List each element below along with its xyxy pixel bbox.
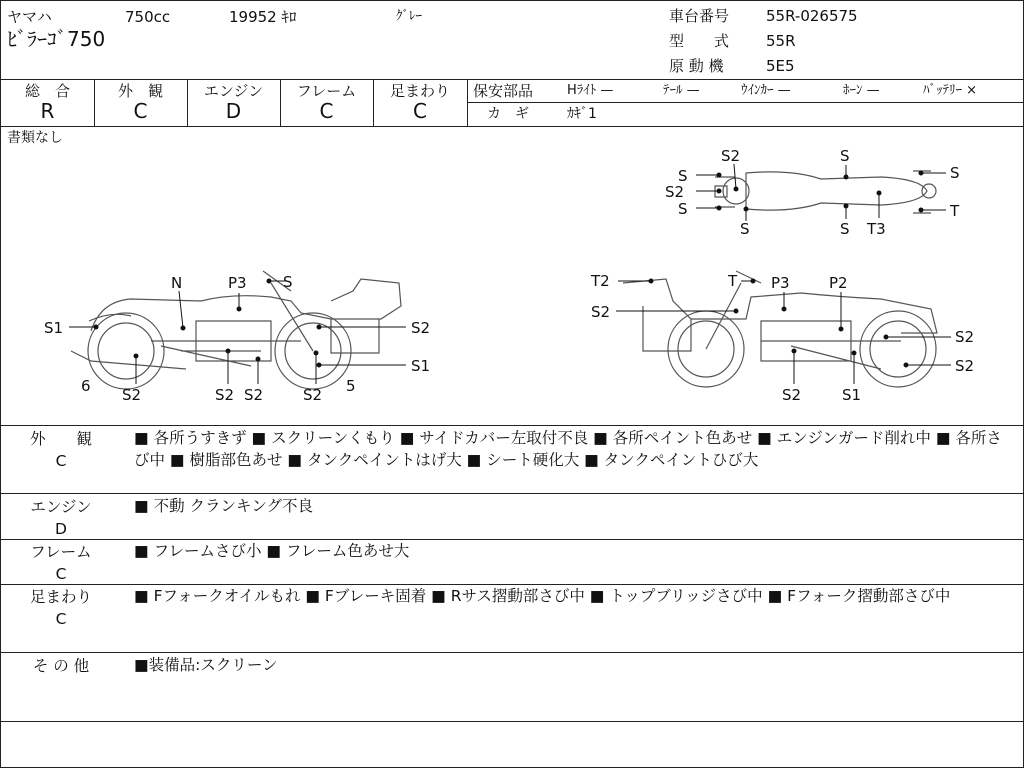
right-label: P2: [829, 274, 848, 292]
top-label: S: [840, 220, 850, 238]
safety-winker: ｳｲﾝｶｰ —: [741, 83, 791, 98]
left-label: S2: [411, 319, 431, 337]
chassis-number: 55R-026575: [766, 7, 858, 25]
left-label: S2: [122, 386, 142, 404]
maker: ヤマハ: [7, 8, 52, 26]
grade-suspension-label: 足まわり: [389, 82, 450, 100]
left-label: S1: [44, 319, 64, 337]
left-label: S: [283, 273, 293, 291]
top-label: S: [740, 220, 750, 238]
right-label: S2: [955, 357, 975, 375]
grade-engine-label: エンジン: [203, 82, 264, 100]
left-label: S2: [303, 386, 323, 404]
grade-overall-value: R: [40, 99, 55, 123]
top-label: S: [678, 200, 688, 218]
safety-battery: ﾊﾞｯﾃﾘｰ ×: [923, 83, 978, 98]
safety-horn: ﾎｰﾝ —: [843, 83, 880, 98]
engine-label: 原 動 機: [669, 57, 724, 75]
type-label: 型 式: [669, 32, 730, 50]
engine-value: 5E5: [766, 57, 795, 75]
comment-exterior: ■ 各所うすきず ■ スクリーンくもり ■ サイドカバー左取付不良 ■ 各所ペイント色あせ ■ エンジンガード削れ中 ■ 各所さび中 ■ 樹脂部色あせ ■ タンクペイントはげ大 ■ シート硬化大 ■ タンクペイントひび大: [134, 429, 1002, 469]
safety-parts-label: 保安部品: [473, 82, 534, 100]
chassis-label: 車台番号: [669, 7, 730, 25]
top-label: T: [950, 202, 960, 220]
body-color: ｸﾞﾚｰ: [396, 9, 422, 24]
top-label: S2: [665, 183, 685, 201]
grade-suspension-value: C: [413, 99, 427, 123]
safety-taillight: ﾃｰﾙ —: [663, 83, 700, 98]
left-label: S1: [411, 357, 431, 375]
displacement: 750cc: [125, 8, 171, 26]
left-label: N: [171, 274, 183, 292]
comment-other: ■装備品:スクリーン: [134, 656, 278, 674]
right-label: S2: [955, 328, 975, 346]
left-label: 5: [346, 377, 356, 395]
comment-category-exterior: 外 観 C: [29, 430, 92, 470]
left-label: S2: [244, 386, 264, 404]
left-label: 6: [81, 377, 91, 395]
right-label: T: [728, 272, 738, 290]
documents-note: 書類なし: [7, 130, 63, 146]
right-label: P3: [771, 274, 790, 292]
right-label: S2: [782, 386, 802, 404]
comment-engine: ■ 不動 クランキング不良: [134, 497, 314, 515]
grade-exterior-label: 外 観: [117, 82, 163, 100]
left-label: P3: [228, 274, 247, 292]
grade-frame-value: C: [319, 99, 334, 123]
mileage: 19952 ｷﾛ: [229, 8, 297, 26]
type-value: 55R: [766, 32, 796, 50]
safety-headlight: Hﾗｲﾄ —: [567, 83, 614, 98]
comment-category-frame: フレーム C: [30, 543, 92, 583]
grade-exterior-value: C: [133, 99, 148, 123]
comment-suspension: ■ Fフォークオイルもれ ■ Fブレーキ固着 ■ Rサス摺動部さび中 ■ トップブリッジさび中 ■ Fフォーク摺動部さび中: [134, 587, 951, 605]
damage-diagram: [1, 127, 1023, 425]
top-label: T3: [867, 220, 886, 238]
comment-category-other: そ の 他: [32, 657, 90, 675]
left-label: S2: [215, 386, 235, 404]
top-label: S: [678, 167, 688, 185]
right-label: T2: [591, 272, 610, 290]
model-name: ﾋﾞﾗｰｺﾞ750: [7, 27, 106, 51]
right-label: S2: [591, 303, 611, 321]
top-label: S: [950, 164, 960, 182]
key-label: カ ギ: [487, 106, 529, 122]
comment-category-engine: エンジン D: [30, 498, 92, 538]
top-label: S2: [721, 147, 741, 165]
grade-overall-label: 総 合: [24, 82, 70, 100]
key-value: ｶｷﾞ1: [567, 106, 597, 122]
grade-engine-value: D: [225, 99, 242, 123]
comment-frame: ■ フレームさび小 ■ フレーム色あせ大: [134, 542, 410, 560]
top-view-bike: [715, 171, 936, 213]
grade-frame-label: フレーム: [296, 82, 357, 100]
right-label: S1: [842, 386, 862, 404]
comment-category-suspension: 足まわり C: [29, 588, 92, 628]
top-label: S: [840, 147, 850, 165]
